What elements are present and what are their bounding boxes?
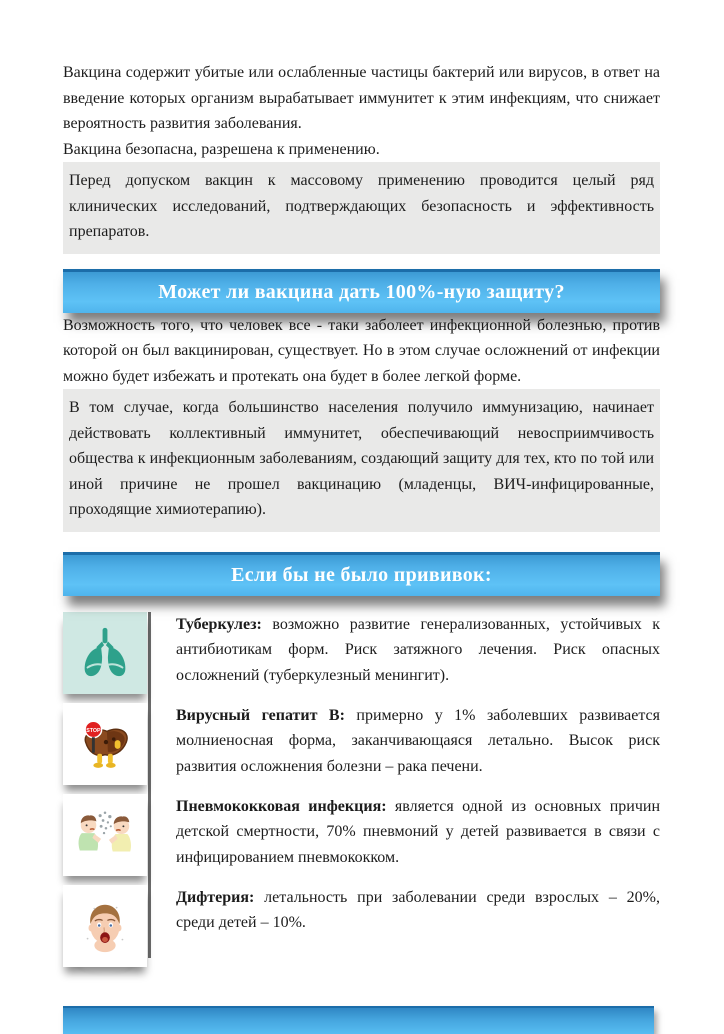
disease-description: возможно развитие генерализованных, устойчивых к антибиотикам форм. Риск затяжного лечения. Риск опасных осложнений (туберкулезный менингит). — [176, 615, 661, 684]
next-section-banner-strip — [63, 1006, 654, 1034]
disease-term: Пневмококковая инфекция: — [176, 797, 387, 815]
disease-list — [63, 612, 660, 982]
list-item-text — [176, 885, 660, 936]
disease-term: Вирусный гепатит В: — [176, 706, 345, 724]
list-item-text — [176, 703, 660, 780]
disease-term: Дифтерия: — [176, 888, 255, 906]
child-face-icon — [63, 885, 147, 967]
list-item-tuberculosis — [63, 612, 660, 694]
intro-paragraph-2: Вакцина безопасна, разрешена к применению. — [63, 140, 380, 158]
section-banner-protection — [63, 269, 660, 313]
sneezing-children-icon — [63, 794, 147, 876]
protection-paragraph-highlighted: В том случае, когда большинство населения получило иммунизацию, начинает действовать коллективный иммунитет, обеспечивающий невосприимчивость общества к инфекционным заболеваниям, создающий защиту для тех, кто по той или иной причине не прошел вакцинацию (младенцы, ВИЧ-инфицированные, проходящие химиотерапию). — [63, 389, 660, 532]
list-item-pneumococcal — [63, 794, 660, 876]
list-item-hepatitis-b — [63, 703, 660, 785]
svg-text:STOP: STOP — [86, 727, 101, 734]
disease-description: примерно у 1% заболевших развивается молниеносная форма, заканчивающаяся летально. Высок риск развития осложнения болезни – рака печени. — [176, 706, 661, 775]
vertical-divider — [148, 612, 151, 958]
disease-description: является одной из основных причин детской смертности, 70% пневмоний у детей развивается в связи с инфицированием пневмококком. — [176, 797, 661, 866]
disease-description: летальность при заболевании среди взрослых – 20%, среди детей – 10%. — [176, 888, 660, 931]
section-title-protection: Может ли вакцина дать 100%-ную защиту? — [158, 280, 565, 303]
intro-paragraph-1: Вакцина содержит убитые или ослабленные частицы бактерий или вирусов, в ответ на введение которых организм вырабатывает иммунитет к этим инфекциям, что снижает вероятность развития заболевания. — [63, 64, 660, 132]
list-item-diphtheria — [63, 885, 660, 967]
list-item-text — [176, 612, 660, 689]
liver-hepatitis-icon — [63, 703, 147, 785]
section-banner-no-vaccines — [63, 552, 660, 596]
protection-paragraph-1: Возможность того, что человек все - таки заболеет инфекционной болезнью, против которой он был вакцинирован, существует. Но в этом случае осложнений от инфекции можно будет избежать и протекать она будет в более легкой форме. — [63, 316, 660, 385]
section-title-no-vaccines: Если бы не было прививок: — [231, 563, 492, 586]
intro-paragraph-highlighted: Перед допуском вакцин к массовому применению проводится целый ряд клинических исследований, подтверждающих безопасность и эффективность препаратов. — [63, 162, 660, 254]
page-content — [63, 0, 660, 1034]
list-item-text — [176, 794, 660, 871]
lungs-icon — [63, 612, 147, 694]
disease-term: Туберкулез: — [176, 615, 262, 633]
